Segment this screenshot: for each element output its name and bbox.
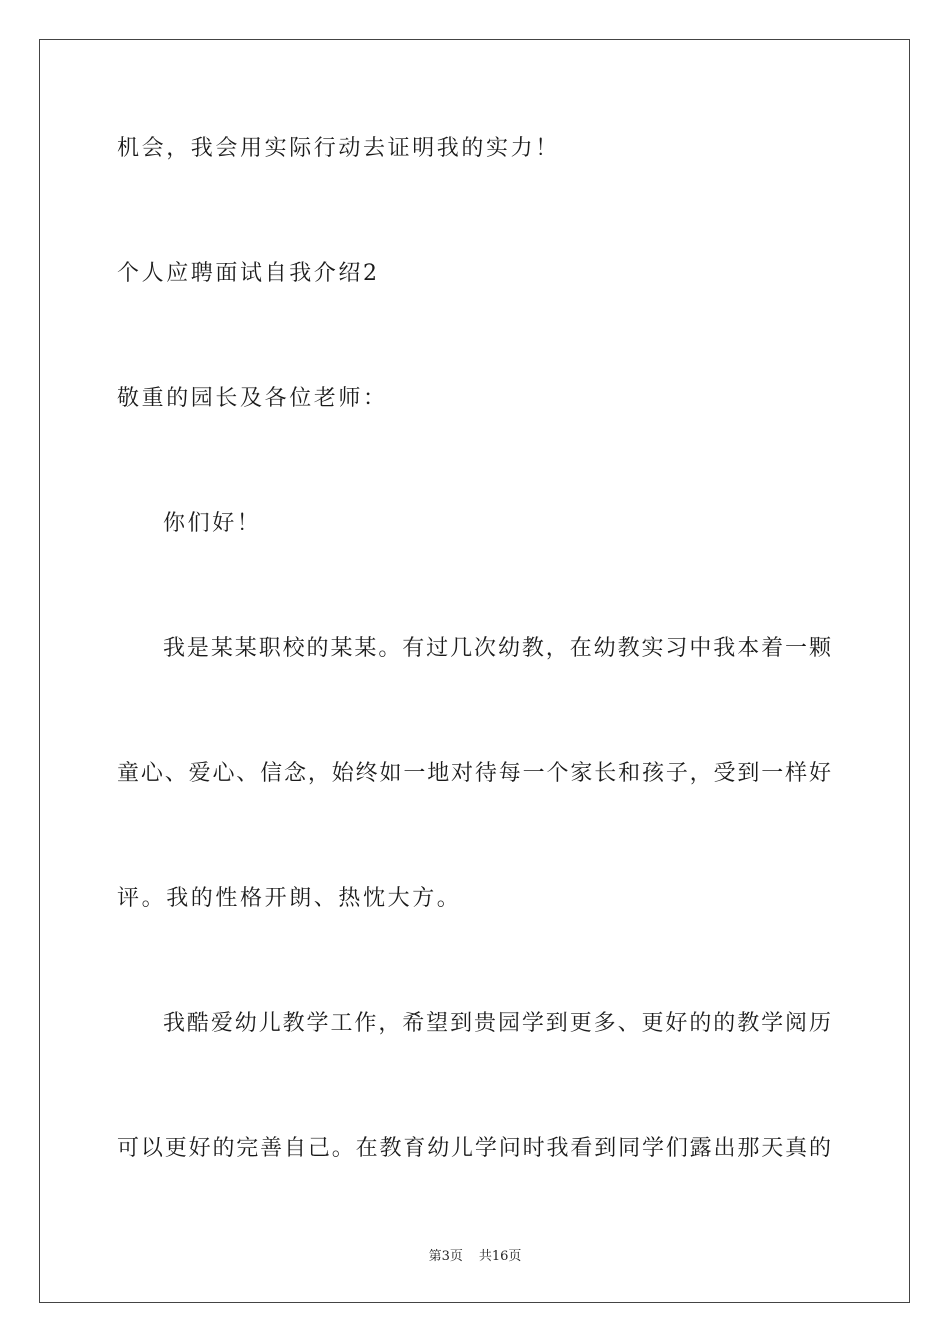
page-border [39,39,910,1303]
salutation: 敬重的园长及各位老师： [117,386,388,411]
page-total: 共16页 [478,1249,522,1264]
paragraph-2-line-2: 可以更好的完善自己。在教育幼儿学问时我看到同学们露出那天真的 [117,1136,831,1161]
paragraph-1-line-3: 评。我的性格开朗、热忱大方。 [117,886,462,911]
greeting: 你们好！ [163,511,262,536]
page-number: 第3页 [428,1249,463,1264]
paragraph-1-line-1: 我是某某职校的某某。有过几次幼教，在幼教实习中我本着一颗 [163,636,831,661]
paragraph-1-line-2: 童心、爱心、信念，始终如一地对待每一个家长和孩子，受到一样好 [117,761,831,786]
section-heading: 个人应聘面试自我介绍2 [117,261,380,286]
body-line-1: 机会，我会用实际行动去证明我的实力！ [117,136,560,161]
paragraph-2-line-1: 我酷爱幼儿教学工作，希望到贵园学到更多、更好的的教学阅历 [163,1011,831,1036]
page-footer [0,1249,950,1265]
